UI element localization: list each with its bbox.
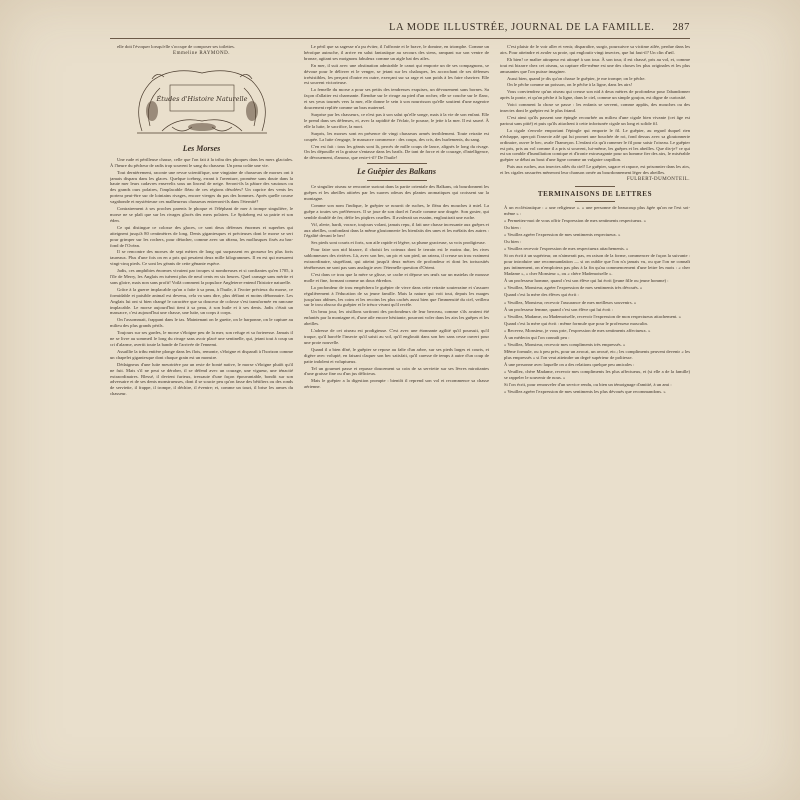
morses-para-8: On l'assommait, frappant dans le tas. Maintenant on le guette, on le harponne, on le capture au milieu des plus grands périls. (110, 317, 293, 329)
section-title-terminaisons: TERMINAISONS DE LETTRES (537, 189, 653, 198)
morses-para-5: Il se rencontre des morses de sept mètres de long qui surpassent en grosseur les plus forts taureaux. Plus d'une fois on en a pris qui pesaient deux mille kilogrammes. Il en est qui mesurent vingt-cinq pieds. Ce sont les géants de cette gênante espèce. (110, 249, 293, 267)
signature-raymond: Emmeline RAYMOND. (173, 50, 230, 56)
list-item: « Veuillez, chère Madame, recevoir mes compliments les plus affectueux, et (si elle a de la famille) se rappeler le souvenir de nous. » (504, 369, 690, 381)
list-item: Quand c'est la mère qui écrit : même formule que pour le professeur masculin. (504, 320, 648, 326)
morses-para-3: Contrairement à ses proches parents le phoque et l'éléphant de mer à trompe singulière, le morse ne se plaît que sur les rivages glacés des mers polaires. Le Spitzberg est sa patrie et son éden. (110, 206, 293, 223)
guepier-para-9: L'adresse de cet oiseau est prodigieuse. C'est avec une étonnante agilité qu'il poursuit, qu'il traque, qu'il harcèle l'insecte qu'il saisit au vol, qu'il engloutit dans son bec sans cesse ouvert pour une proie nouvelle. (304, 328, 489, 345)
list-item: À un professeur homme, quand c'est son élève qui lui écrit (jeune fille ou jeune homme) : (504, 278, 669, 284)
guepier-cont-6: Voici comment la chose se passe : les enfants se servent, comme appâts, des mouches ou des insectes dont le guêpier est le plus friand. (500, 102, 690, 114)
guepier-para-4: Ses pieds sont courts et forts, son aile rapide et légère, sa plume gracieuse, sa voix prodigieuse. (311, 240, 486, 246)
list-item: « Veuillez, Monsieur, recevoir mes compliments très empressés. » (504, 342, 626, 348)
morses-cont-2: En mer, il suit avec une obstination admirable le canot qui emporte un de ses compagnons, se dévoue pour le délivrer et le venger, se jetant sur les chaloupes, les accrochant de ses défenses irrésistibles, les perçant d'outre en outre, exerçant sur sa rage et son poids à les faire chavirer. Elle est souvent victorieuse. (304, 62, 489, 86)
morses-para-11: Dédaigneux d'une lutte meurtrière par un reste de bonté native, le morse s'éloigne plutôt qu'il ne fuit. Mais s'il ne peut se dérober, il se défend avec un courage, une vigueur, une ténacité extraordinaires. Blessé, il devient furieux, tressaute d'une façon épouvantable, bondit sur son adversaire et de ses dents monstrueuses, dont il se soucie peu qu'on fasse des bêtifiers ou des ronds de serviette, il frappe, il trompe, il déchire, il éventre; et, comme un tourt, il brise les armes du chasseur. (110, 361, 293, 397)
guepier-cont-8: La cigale s'envole emportant l'épingle qui emporte le fil. Le guêpier, au regard duquel rien n'échappe, aperçoit l'insecte ailé qui lui promet une bouchée de roi, fond dessus avec sa gloutonnerie ordinaire, ouvre le bec, avale l'hameçon. L'enfant n'a qu'à ramener le fil pour saisir l'oiseau. Le guêpier est pris, pris au vol comme il a pris si souvent, lui-même, les guêpes et les abeilles. Que dis-je? ce qui est un comble d'humiliation comique et d'ironie extravagante pour un homme fier des airs, le misérable guêpier se débat au bout d'une ligne comme un vulgaire carpillon. (500, 127, 690, 163)
morses-para-4: Ce qui distingue ce colosse des glaces, ce sont deux défenses énormes et superbes qui atteignent jusqu'à 80 centimètres de long. Dents gigantesques et précieuses dont le morse se sert pour grimper sur les rochers, pour détacher, comme avec un râteau, les mollusques fixés au bas-fond de l'Océan. (110, 224, 293, 248)
morses-para-1: Une rude et périlleuse chasse, celle que l'on fait à la tribu des phoques dans les mers glaciales. À l'heure du pêcheur de radis trop souvent le sang du chasseur. Un peau coûte une vie. (110, 156, 293, 168)
morses-cont-6: C'en est fait : tous les géants sont là, percés de mille coups de lance, alignés le long du rivage. On les dépouille et la graisse s'entasse dans les barils. De tant de force et de courage, d'intelligence, de dévouement, d'amour, que reste-t-il? De l'huile! (304, 143, 489, 161)
list-item: À une personne avec laquelle on a des relations quelque peu amicales : (504, 362, 635, 368)
list-item: « Veuillez recevoir l'expression de mes respectueux attachements. » (504, 246, 629, 252)
list-item: Ou bien : (504, 225, 522, 231)
page-number: 287 (672, 22, 690, 33)
morses-para-6: Jadis, ces amphibies énormes vivaient par troupes si nombreuses et si confiantes qu'en 1705, à l'île de Merry, les Anglais en tuèrent plus de neuf cents en six heures. Quel carnage sans mérite et sans gloire, mais non sans profit! Voilà comment la populace Angleterre entend l'histoire naturelle. (110, 268, 293, 285)
guepier-cont-7: C'est ainsi qu'ils passent une épingle recourbée au milieu d'une cigale bien vivante (cet âge est partout sans pitié) et puis qu'ils attachent à cette infortunée cigale un long et solide fil. (500, 114, 690, 126)
list-item: Si on écrit à un supérieur, on n'aimerait pas, en raison de la forme, commencer de façon la suivante : pour introduire une recommandation — si on oublie que l'on n'a jamais vu, ou que l'on ne connaît pas intimement, on n'emploiera pas plus à la fin qu'au commencement d'une lettre les mots : « cher Madame », « cher Monsieur », ou « chère Mademoiselle ». (504, 253, 690, 277)
list-item: Quand c'est la mère des élèves qui écrit : (504, 292, 579, 298)
morses-para-7: Grâce à la guerre implacable qu'on a faite à sa peau, à l'huile, à l'ivoire précieux du morse, ce formidable et paisible animal est devenu, cela va sans dire, plus défiant et moins débonnaire. Les Anglais lui ont si bien changé le caractère que sa douceur de colosse s'est transformée en rancune implacable. Le morse aujourd'hui tient à sa peau, à son huile et à ses dents. Jadis c'était un massacre, c'est aujourd'hui une chasse, une lutte, un corps à corps. (110, 286, 293, 316)
natural-history-emblem (122, 61, 282, 141)
morses-para-9: Toujours sur ses gardes, le morse s'éloigne peu de la mer, son refuge et sa forteresse. Jamais il ne se livre au sommeil le long du rivage sans avoir placé une sentinelle, qui, jetant tout à coup un cri d'alarme, avertit toute la bande de l'arrivée de l'ennemi. (110, 330, 293, 347)
morses-cont-1: Le péril que sa sagesse n'a pu éviter, il l'affronte et le brave, le domine, en triomphe. Comme un héroïque autruche, il arrive en salut fantastique au secours des siens, rampant sur son ventre de bronze, agitant ses moignons fabuleux comme un aigle bat des ailes. (304, 44, 489, 61)
list-item: « Veuillez agréer l'expression de mes sentiments les plus dévoués que recommandons. » (504, 389, 666, 395)
section-divider-3 (575, 186, 615, 187)
guepier-cont-3: Aussi bien, quand je dis qu'on chasse le guêpier, je me trompe; on le pêche. (507, 75, 646, 81)
list-item: « Veuillez, Madame, ou Mademoiselle, recevoir l'expression de mon respectueux attachement. » (504, 313, 681, 319)
header-rule (110, 38, 690, 39)
column-middle (304, 44, 489, 749)
list-item: « Veuillez agréer l'expression de mes sentiments respectueux. » (504, 232, 621, 238)
morses-cont-3: La femelle du morse a pour ses petits des tendresses exquises, un dévouement sans bornes. Sa façon d'allaiter est charmante. Étendue sur le rivage au pied d'un rocher, elle se couche sur le flanc, et ses yeux tournés vers la mer, elle donne le sein à son nourrisson qu'elle soutient d'une nageoire doucement repliée comme un bras maternel. (304, 87, 489, 111)
morses-para-2: Tout dernièrement, raconte une revue scientifique, une vingtaine de chasseurs de morses ont à jamais disparu dans les glaces. Quelque iceberg, errant à l'aventure, promène sans doute dans la haute mer leurs cadavres ensevelis sous un linceul de neige. Seront-ils la pâture des vautours ou des grands ours polaires, l'implacable fléau de ces régions désolées? Un caprice des vents les portera peut-être sur de lointains rivages, encore vierges du pas des hommes. Après quelle course vagabonde et mystérieuse ces malheureux chasseurs entreront-ils dans l'éternité? (110, 169, 293, 205)
page-header (110, 22, 690, 38)
guepier-cont-5: Vous conviendrez qu'un oiseau qui creuse son nid à deux mètres de profondeur pour l'abandonner après la ponte, et qu'on pêche à la ligne, dans le ciel, comme un simple goujon, est digne de curiosité. (500, 89, 690, 101)
emblem-text: Études d'Histoire Naturelle (156, 94, 247, 103)
guepier-para-3: Vif, alerte, hardi, vorace, toujours volant, jamais repu, il fait une chasse incessante aux guêpes et aux abeilles, confondant dans la même gloutonnerie les bienfaits des unes et les méfaits des autres : l'égalité devant le bec! (304, 221, 489, 239)
morses-cont-5: Surpris, les morses sont en présence de vingt chasseurs armés terriblement. Toute retraite est coupée. La lutte s'engage, le massacre commence : des coups, des cris, des hurlements, du sang. (304, 130, 489, 142)
section-divider-2 (367, 180, 427, 181)
list-item: « Veuillez, Monsieur, agréer l'expression de mes sentiments très dévoués. » (504, 285, 643, 291)
morses-para-10: Assaillie la tribu entière plonge dans les flots, remonte, s'éloigne et disparaît à l'horizon comme un chapelet gigantesque dont chaque grain est un monstre. (110, 348, 293, 360)
column-right (500, 44, 690, 749)
guepier-cont-1: C'est plaisir de le voir aller et venir, disparaître, surgir, poursuivre sa victime ailée, perdue dans les airs. Pour atteindre et avaler sa proie, qui engloutir vingt insectes, que lui faut-il? Un clin d'œil. (500, 44, 690, 55)
list-item: Si l'on écrit, pour renouveler d'un service rendu, ou bien un témoignage d'amitié, à un ami : (504, 382, 672, 388)
morses-cont-4: Surprise par les chasseurs, ce n'est pas à son salut qu'elle songe, mais à la vie de son enfant. Elle le prend dans ses défenses, et, avec la rapidité de l'éclair, le pousse, le jette à la mer. Il est sauvé. À elle la lutte, le sacrifice, la mort. (304, 111, 489, 129)
guepier-para-11: Tel un gourmet passe et repasse doucement sa coin de sa serviette sur ses lèvres miroitantes d'une graisse fine ou d'un jus délicieux. (304, 365, 489, 377)
column-left (110, 44, 293, 749)
guepier-para-1: Ce singulier oiseau se rencontre surtout dans la partie orientale des Balkans, où bourdonnent les guêpes et les abeilles attirées par les suaves odeurs des plantes aromatiques qui croissent sur la montagne. (304, 184, 489, 202)
list-item: Ou bien : (504, 239, 522, 245)
guepier-para-8: Un beau jour, les oisillons sortiront des profondeurs de leur berceau, comme s'ils avaient été enfantés par la montagne et, d'une aile encore hésitante, pourront voler dans les airs les guêpes et les abeilles. (304, 309, 489, 327)
guepier-cont-4: On le pêche comme un poisson, on le pêche à la ligne, dans les airs! (507, 82, 633, 88)
signature-fulbert-dumonteil: FULBERT-DUMONTEIL. (626, 177, 690, 183)
guepier-para-7: La profondeur de trou empêchera le guêpier de vivre dans cette retraite souterraine et s'assurer régulièrement à l'éducation de sa jeune famille. Mais la nature qui voit tout, depuis les nuages jusqu'aux abîmes, les coins et les recoins les plus cachés aussi bien que l'immensité du ciel, veillera sur le trou obscur du guêpier et le trésor vivant qu'il recèle. (304, 284, 489, 308)
section-title-guepier: Le Guêpier des Balkans (357, 167, 436, 177)
journal-title: LA MODE ILLUSTRÉE, JOURNAL DE LA FAMILLE. (388, 22, 655, 33)
section-title-morses: Les Morses (182, 143, 221, 153)
guepier-para-5: Pour faire son nid bizarre, il choisit les coteaux dont le terrain est le moins dur, les rives sablonneuses des rivières. Là, avec son bec, un pic et son pied, un rateau, il creuse un trou vraiment extraordinaire, stupéfiant, qui atteint jusqu'à deux mètres de profondeur et dont les tortuosités ténébreuses ne sont pas sans analogie avec l'éternelle question d'Orient. (304, 247, 489, 270)
list-item: « Recevez, Monsieur, je vous prie, l'expression de mes sentiments affectueux. » (504, 327, 651, 333)
guepier-para-10: Quand il a bien dîné, le guêpier se repose au faîte d'un arbre, sur ses pieds larges et courts, et digère avec volupté, en faisant claquer son bec satisfait, qu'il caresse de temps à autre d'un coup de patte indolent et voluptueux. (304, 346, 489, 364)
section-divider (367, 163, 427, 164)
list-item: « Permettez-moi de vous offrir l'expression de mes sentiments respectueux. » (504, 217, 646, 223)
list-item: « Veuillez, Monsieur, recevoir l'assurance de mes meilleurs souvenirs. » (504, 299, 637, 305)
guepier-para-12: Mais le guêpier a la digestion prompte : bientôt il reprend son vol et recommence sa chasse aérienne. (304, 378, 489, 390)
guepier-cont-9: Puis aux ruches, aux insectes ailés du ciel! Le guêpier, sagace et rapace, est prisonnier dans les airs, et les cigales rassurées mèneront leur chanson ornée au bourdonnement léger des abeilles. (500, 164, 690, 176)
guepier-cont-2: Eh bien! ce maître attrapeur est attrapé à son tour. À son tour, il est chassé, pris au vol, et, comme tout est bizarre chez cet oiseau, sa capture elle-même est une des choses les plus originales et les plus amusantes que l'on puisse imaginer. (500, 56, 690, 74)
guepier-para-6: C'est dans ce trou que la mère se glisse, se cache et dépose ses œufs sur un matelas de mousse molle et fine, formant comme un doux édredon. (304, 271, 489, 283)
section-divider-4 (575, 201, 615, 202)
list-item: Même formule, ou à peu près, pour un avocat, un avoué, etc.; les compliments peuvent devenir « les plus empressés » si l'on veut atteindre un degré supérieur de politesse. (504, 349, 690, 361)
list-item: À un professeur femme, quand c'est son élève qui lui écrit : (504, 306, 614, 312)
guepier-para-2: Comme son nom l'indique, le guêpier se nourrit de ruches, le fléau des mouches à miel. La guêpe a toutes ses préférences. Il se joue de son dard et l'avale comme une dragée. Son gosier, qui semble doublé de fer, défie les piqûres cruelles. Il avalerait un essaim, engloutirait une ruche. (304, 202, 489, 220)
list-item: À un ecclésiastique : « une religieuse ». « une personne de beaucoup plus âgée qu'on ne l'est soi-même » : (504, 204, 690, 216)
list-item: À un médecin qui l'on connaît peu : (504, 334, 570, 340)
letter-endings-list (500, 205, 690, 395)
intro-tail: elle doit l'évoquer lorsqu'elle s'occupe de composer ses toilettes. (117, 44, 235, 49)
